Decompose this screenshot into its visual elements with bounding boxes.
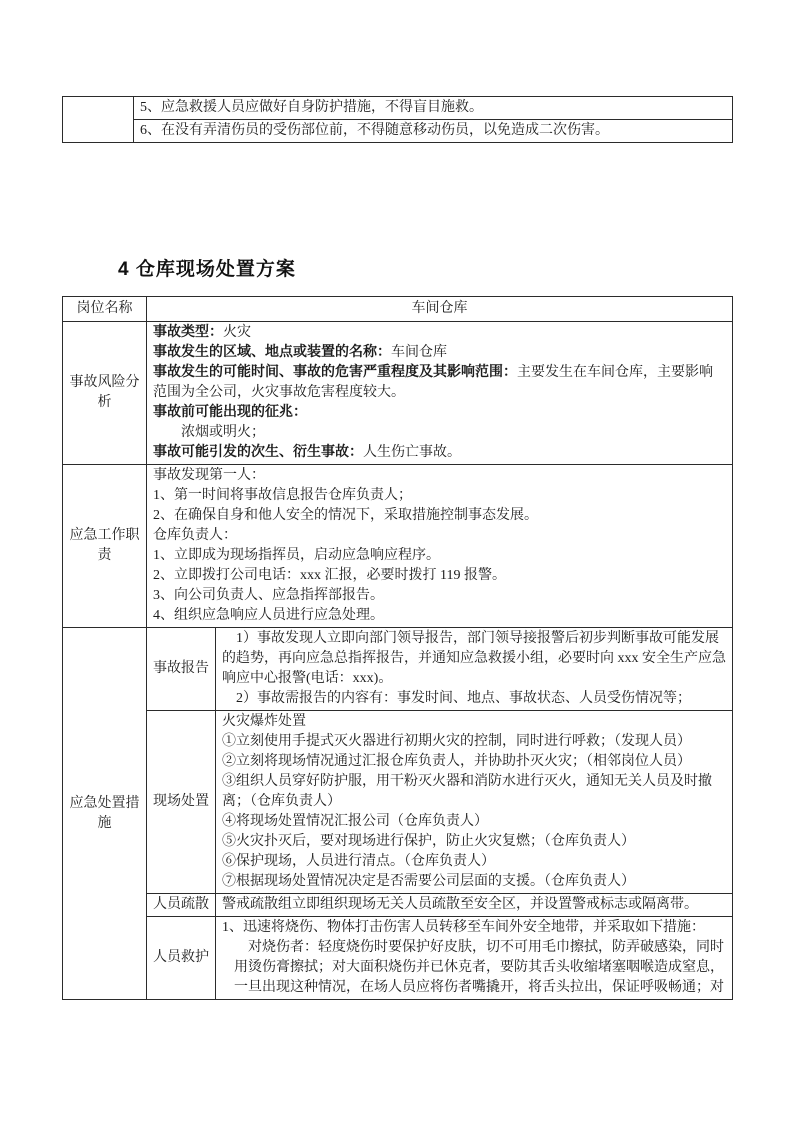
duty-line: 4、组织应急响应人员进行应急处理。 <box>153 608 384 623</box>
rescue-rule-5: 5、应急救援人员应做好自身防护措施，不得盲目施救。 <box>134 97 733 120</box>
risk-line-value: 火灾 <box>223 325 251 340</box>
risk-line-sign: 浓烟或明火； <box>181 425 265 440</box>
accident-report-content <box>216 628 733 711</box>
table-row <box>63 120 733 143</box>
scene-title: 火灾爆炸处置 <box>222 714 306 729</box>
duty-line: 2、立即拨打公司电话：xxx 汇报，必要时拨打 119 报警。 <box>153 568 506 583</box>
risk-line-label: 事故发生的可能时间、事故的危害严重程度及其影响范围： <box>153 365 517 380</box>
table-row <box>63 97 733 120</box>
scene-disposal-content <box>216 711 733 894</box>
accident-report-row <box>63 628 733 711</box>
risk-line-label: 事故发生的区域、地点或装置的名称： <box>153 345 391 360</box>
header-position-name: 岗位名称 <box>63 297 147 322</box>
table-header-row <box>63 297 733 322</box>
scene-step: ⑥保护现场，人员进行清点。（仓库负责人） <box>222 854 495 869</box>
risk-line-value: 人生伤亡事故。 <box>363 445 461 460</box>
duty-line: 3、向公司负责人、应急指挥部报告。 <box>153 588 384 603</box>
rescue-row <box>63 917 733 1000</box>
disposal-measures-label: 应急处置措施 <box>63 628 147 1000</box>
risk-line <box>153 443 726 463</box>
scene-step: ④将现场处置情况汇报公司（仓库负责人） <box>222 814 488 829</box>
evacuation-row <box>63 894 733 917</box>
risk-line <box>153 363 726 403</box>
report-paragraph: 2）事故需报告的内容有：事发时间、地点、事故状态、人员受伤情况等； <box>236 691 691 706</box>
duty-row <box>63 465 733 628</box>
evacuation-label: 人员疏散 <box>147 894 216 917</box>
empty-label-cell <box>63 97 134 143</box>
scene-step: ②立刻将现场情况通过汇报仓库负责人，并协助扑灭火灾；（相邻岗位人员） <box>222 754 691 769</box>
risk-line-label: 事故前可能出现的征兆： <box>153 405 307 420</box>
scene-step: ⑦根据现场处置情况决定是否需要公司层面的支援。（仓库负责人） <box>222 874 635 889</box>
risk-line <box>153 343 726 363</box>
rescue-rule-6: 6、在没有弄清伤员的受伤部位前，不得随意移动伤员，以免造成二次伤害。 <box>134 120 733 143</box>
evacuation-content: 警戒疏散组立即组织现场无关人员疏散至安全区，并设置警戒标志或隔离带。 <box>216 894 733 917</box>
risk-analysis-label: 事故风险分析 <box>63 322 147 465</box>
duty-line: 2、在确保自身和他人安全的情况下，采取措施控制事态发展。 <box>153 508 538 523</box>
risk-analysis-row <box>63 322 733 465</box>
accident-report-label: 事故报告 <box>147 628 216 711</box>
risk-line-label: 事故类型： <box>153 325 223 340</box>
risk-line-value: 车间仓库 <box>391 345 447 360</box>
rescue-label: 人员救护 <box>147 917 216 1000</box>
risk-line <box>153 403 726 423</box>
scene-step: ③组织人员穿好防护服，用干粉灭火器和消防水进行灭火，通知无关人员及时撤离；（仓库负责人） <box>222 774 712 809</box>
rescue-line: 1、迅速将烧伤、物体打击伤害人员转移至车间外安全地带，并采取如下措施： <box>222 920 705 935</box>
duty-line: 1、第一时间将事故信息报告仓库负责人； <box>153 488 412 503</box>
duty-content <box>147 465 733 628</box>
scene-step: ⑤火灾扑灭后，要对现场进行保护，防止火灾复燃；（仓库负责人） <box>222 834 635 849</box>
risk-line <box>153 323 726 343</box>
scene-disposal-row <box>63 711 733 894</box>
rescue-paragraph: 对烧伤者：轻度烧伤时要保护好皮肤，切不可用毛巾擦拭，防弄破感染，同时用烫伤膏擦拭；对大面积烧伤并已休克者，要防其舌头收缩堵塞咽喉造成窒息，一旦出现这种情况，在场人员应将伤者嘴撬开，将舌头拉出，保证呼吸畅通；对 <box>234 940 724 995</box>
duty-label: 应急工作职责 <box>63 465 147 628</box>
risk-analysis-content <box>147 322 733 465</box>
rescue-content <box>216 917 733 1000</box>
scene-step: ①立刻使用手提式灭火器进行初期火灾的控制，同时进行呼救；（发现人员） <box>222 734 691 749</box>
duty-line: 1、立即成为现场指挥员，启动应急响应程序。 <box>153 548 440 563</box>
risk-line-label: 事故可能引发的次生、衍生事故： <box>153 445 363 460</box>
header-workshop-warehouse: 车间仓库 <box>147 297 733 322</box>
duty-line: 事故发现第一人： <box>153 468 265 483</box>
section-heading: 4 仓库现场处置方案 <box>118 259 296 280</box>
scene-disposal-label: 现场处置 <box>147 711 216 894</box>
risk-line-value: 主要发生在车间仓库，主要影响范围为全公司，火灾事故危害程度较大。 <box>153 365 713 400</box>
report-paragraph: 1）事故发现人立即向部门领导报告，部门领导接报警后初步判断事故可能发展的趋势，再向应急总指挥报告，并通知应急救援小组，必要时向 xxx 安全生产应急响应中心报警(电话：xxx)。 <box>222 631 726 686</box>
previous-section-table <box>62 96 733 143</box>
duty-line: 仓库负责人： <box>153 528 237 543</box>
disposal-plan-table <box>62 296 733 1000</box>
